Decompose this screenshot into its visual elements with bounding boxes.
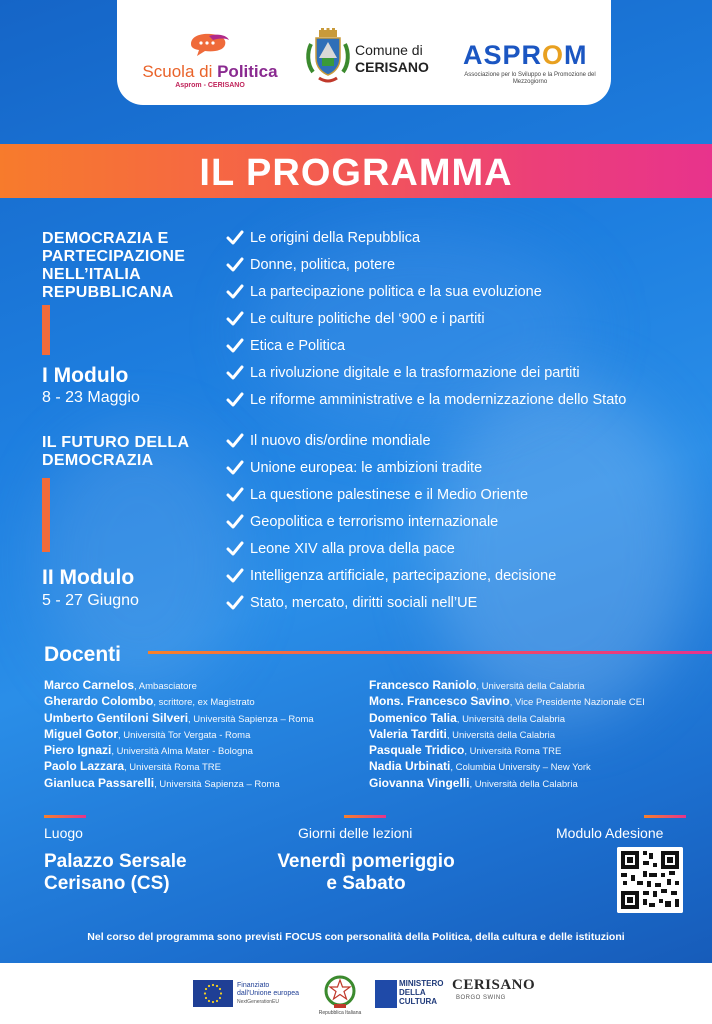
emblem-text: Repubblica Italiana [318,1010,362,1016]
checkmark-icon [226,460,244,476]
module-1-dates: 8 - 23 Maggio [42,389,140,406]
mic-text-line: MINISTERO [399,979,444,988]
docente-role: , Università della Calabria [456,713,566,725]
docente-item [44,693,314,709]
topic-item [226,512,556,539]
accent-tick [44,815,86,818]
docente-item [44,726,314,742]
luogo-line: Cerisano (CS) [44,873,170,894]
mic-text [399,979,443,1006]
asprom-subtitle: Associazione per lo Sviluppo e la Promozione del Mezzogiorno [464,72,596,85]
topic-item [226,309,626,336]
topic-text: La rivoluzione digitale e la trasformazione dei partiti [250,365,580,381]
docente-role: , Università Roma TRE [124,762,221,774]
checkmark-icon [226,433,244,449]
docente-name: Domenico Talia [369,710,457,725]
giorni-label: Giorni delle lezioni [298,825,413,841]
scuola-subtitle: Asprom - CERISANO [175,82,245,89]
module-title-line: NELL’ITALIA [42,266,141,283]
checkmark-icon [226,257,244,273]
topic-text: La questione palestinese e il Medio Oriente [250,487,529,503]
docente-item [369,677,645,693]
docente-item [369,775,645,791]
cerisano-borgo-subtitle: BORGO SWING [456,995,506,1001]
topic-item [226,485,556,512]
comune-line2: CERISANO [355,59,429,75]
topic-item [226,363,626,390]
checkmark-icon [226,284,244,300]
eu-text-line: Finanziato [237,982,270,989]
docente-role: , Università Tor Vergata - Roma [118,729,251,741]
module-2-dates: 5 - 27 Giugno [42,592,139,609]
checkmark-icon [226,392,244,408]
module-1-name: I Modulo [42,364,129,387]
topic-item [226,566,556,593]
checkmark-icon [226,311,244,327]
comune-line1: Comune di [355,42,423,58]
comune-label [355,42,429,76]
focus-note: Nel corso del programma sono previsti FOCUS con personalità della Politica, della cultura e delle istituzioni [87,931,625,943]
divider-line [148,651,712,654]
checkmark-icon [226,514,244,530]
topic-text: Unione europea: le ambizioni tradite [250,460,483,476]
docente-name: Giovanna Vingelli [369,775,470,790]
accent-tick [344,815,386,818]
docente-role: , Università della Calabria [469,778,578,790]
module-2-title [42,434,189,470]
topic-item [226,336,626,363]
topic-item [226,593,556,620]
docente-name: Umberto Gentiloni Silveri [44,710,189,725]
module-title-line: PARTECIPAZIONE [42,248,186,265]
topic-text: Donne, politica, potere [250,257,396,273]
topic-text: Le riforme amministrative e la modernizzazione dello Stato [250,392,627,408]
topic-item [226,255,626,282]
checkmark-icon [226,487,244,503]
module-2-name: II Modulo [42,566,135,589]
cerisano-crest-icon [305,28,351,84]
checkmark-icon [226,230,244,246]
docente-name: Marco Carnelos [44,678,135,692]
adesione-label: Modulo Adesione [556,825,664,841]
scuola-name: Scuola di Politica [142,62,278,81]
luogo-line: Palazzo Sersale [44,851,187,872]
docente-name: Gianluca Passarelli [44,775,155,790]
checkmark-icon [226,365,244,381]
module-2-topics [226,431,556,620]
eu-text-line: NextGenerationEU [237,999,279,1005]
docente-item [44,677,314,693]
docente-name: Valeria Tarditi [369,726,447,741]
qr-code-icon[interactable] [617,847,683,913]
luogo-value [44,851,187,895]
topic-item [226,228,626,255]
topic-text: Stato, mercato, diritti sociali nell’UE [250,595,478,611]
docente-role: , scrittore, ex Magistrato [153,697,255,709]
topic-item [226,458,556,485]
giorni-value [262,851,470,895]
docente-item [369,693,645,709]
topic-item [226,282,626,309]
docente-item [369,710,645,726]
mic-logo-icon [375,980,397,1008]
checkmark-icon [226,595,244,611]
giorni-line: Venerdì pomeriggio [277,851,455,872]
checkmark-icon [226,568,244,584]
cerisano-borgo-logo: CERISANO [452,977,536,993]
docente-name: Miguel Gotor [44,726,118,741]
topic-text: Le origini della Repubblica [250,230,421,246]
docente-role: , Università Alma Mater - Bologna [111,746,253,758]
module-accent-bar [42,478,50,552]
docente-name: Pasquale Tridico [369,743,465,758]
mic-text-line: CULTURA [399,997,438,1006]
eu-text-line: dall'Unione europea [237,990,300,997]
module-title-line: DEMOCRAZIA [42,452,154,469]
docente-name: Nadia Urbinati [369,759,451,774]
docente-role: , Università Roma TRE [464,746,562,758]
mic-text-line: DELLA [399,988,426,997]
page-title: IL PROGRAMMA [199,152,513,194]
docente-name: Paolo Lazzara [44,759,125,774]
docente-role: , Vice Presidente Nazionale CEI [509,697,645,709]
speech-bubble-icon [185,30,231,60]
docente-name: Francesco Raniolo [369,678,477,692]
asprom-title: ASPROM [463,40,588,70]
docente-role: , Università Sapienza – Roma [188,713,314,725]
module-title-line: DEMOCRAZIA E [42,230,169,247]
docente-role: , Università Sapienza – Roma [154,778,280,790]
docente-item [369,758,645,774]
eu-text [237,982,299,1006]
docente-role: , Università della Calabria [476,681,585,692]
module-title-line: REPUBBLICANA [42,284,174,301]
topic-item [226,390,626,417]
module-1-title [42,230,185,302]
module-1-topics [226,228,626,417]
topic-text: Il nuovo dis/ordine mondiale [250,433,431,449]
docente-item [44,775,314,791]
topic-text: Intelligenza artificiale, partecipazione, decisione [250,568,557,584]
luogo-label: Luogo [44,825,83,841]
partner-logos-bar [0,963,712,1024]
docente-role: , Università della Calabria [446,729,556,741]
topic-text: Le culture politiche del ‘900 e i partiti [250,311,485,327]
giorni-line: e Sabato [326,873,406,894]
docente-item [44,710,314,726]
docenti-list-left [44,677,314,791]
italian-republic-emblem-icon [323,974,357,1010]
module-title-line: IL FUTURO DELLA [42,434,190,451]
accent-tick [644,815,686,818]
docente-role: , Columbia University – New York [450,762,591,774]
docente-item [44,758,314,774]
docenti-title: Docenti [44,643,122,666]
docente-item [44,742,314,758]
docente-name: Gherardo Colombo [44,694,154,709]
topic-item [226,431,556,458]
topic-text: Leone XIV alla prova della pace [250,541,455,557]
topic-text: Etica e Politica [250,338,346,354]
module-accent-bar [42,305,50,355]
eu-flag-icon [193,980,233,1007]
asprom-logo [463,40,597,86]
docente-role: , Ambasciatore [134,681,197,692]
topic-item [226,539,556,566]
checkmark-icon [226,338,244,354]
logo-bar [117,0,611,105]
docente-name: Piero Ignazi [44,743,112,758]
docenti-list-right [369,677,645,791]
docente-item [369,726,645,742]
docente-name: Mons. Francesco Savino [369,694,510,709]
topic-text: La partecipazione politica e la sua evoluzione [250,284,542,300]
docente-item [369,742,645,758]
topic-text: Geopolitica e terrorismo internazionale [250,514,499,530]
checkmark-icon [226,541,244,557]
